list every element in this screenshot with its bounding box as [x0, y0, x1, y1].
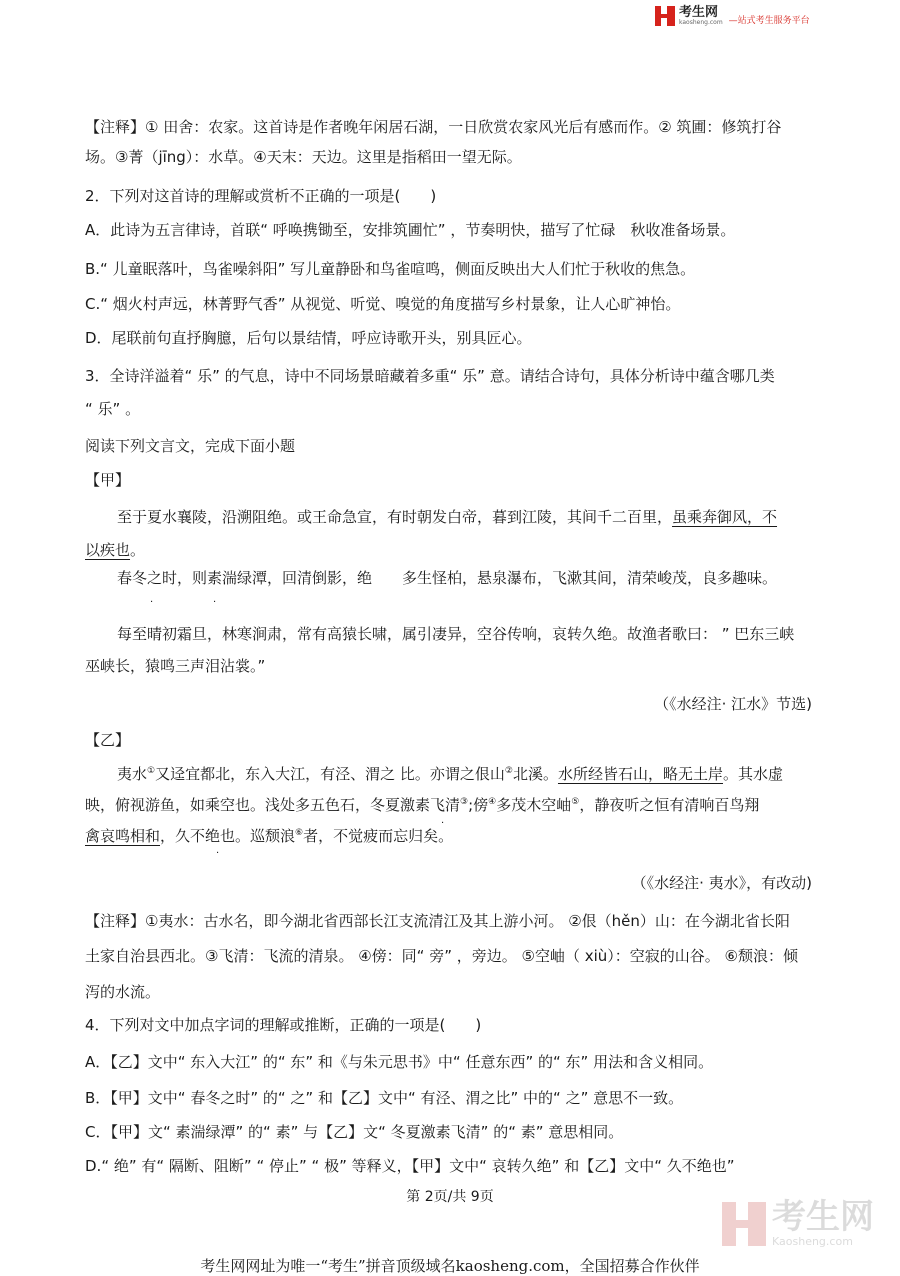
passage-jia-label: 【甲】: [85, 471, 131, 489]
emphasis-dot: ·: [150, 597, 154, 608]
question-3-line-1: 3．全诗洋溢着“ 乐” 的气息，诗中不同场景暗藏着多重“ 乐” 意。请结合诗句，具体分析诗中蕴含哪几类: [85, 367, 775, 385]
question-3-line-2: “ 乐” 。: [85, 400, 141, 418]
yi-note-line-3: 泻的水流。: [85, 983, 161, 1001]
yi-note-line-2: 土家自治县西北。③飞清：飞流的清泉。 ④傍：同“ 旁” ，旁边。 ⑤空岫（ xiù）：空寂的山谷。 ⑥颓浪：倾: [85, 947, 798, 965]
poem-note-line-1: 【注释】① 田舍：农家。这首诗是作者晚年闲居石湖，一日欣赏农家风光后有感而作。② 筑圃：修筑打谷: [85, 118, 782, 136]
question-2-option-b: B.“ 儿童眠落叶，鸟雀噪斜阳” 写儿童静卧和鸟雀喧鸣，侧面反映出大人们忙于秋收的焦急。: [85, 260, 696, 278]
jia-paragraph-1-line-1: 至于夏水襄陵，沿溯阻绝。或王命急宣，有时朝发白帝，暮到江陵，其间千二百里，虽乘奔御风，不: [117, 508, 778, 526]
logo-icon: [655, 6, 675, 26]
yi-line-2: 映，俯视游鱼，如乘空也。浅处多五色石，冬夏激素飞清③;傍④多茂木空岫⑤，静夜听之恒有清响百鸟翔: [85, 796, 760, 814]
yi-note-line-1: 【注释】①夷水：古水名，即今湖北省西部长江支流清江及其上游小河。 ②佷（hěn）山：在今湖北省长阳: [85, 912, 790, 930]
watermark-logo: [722, 1197, 874, 1248]
jia-underlined-phrase-1: 虽乘奔御风，不: [672, 508, 778, 526]
jia-source: （《水经注· 江水》节选): [654, 695, 812, 713]
question-2-option-d: D．尾联前句直抒胸臆，后句以景结情，呼应诗歌开头，别具匠心。: [85, 329, 532, 347]
question-4-option-b: B．【甲】文中“ 春冬之时” 的“ 之” 和【乙】文中“ 有泾、渭之比” 中的“ 之” 意思不一致。: [85, 1089, 684, 1107]
passage-yi-label: 【乙】: [85, 731, 131, 749]
logo-name: 考生网: [679, 5, 719, 20]
emphasis-dot: ·: [216, 848, 220, 859]
reading-instruction: 阅读下列文言文，完成下面小题: [85, 437, 296, 455]
jia-paragraph-3-line-2: 巫峡长，猿鸣三声泪沾裳。”: [85, 657, 266, 675]
question-4-option-d: D.“ 绝” 有“ 隔断、阻断” “ 停止” “ 极” 等释义，【甲】文中“ 哀转久绝” 和【乙】文中“ 久不绝也”: [85, 1157, 735, 1175]
watermark-icon: [722, 1202, 766, 1246]
yi-underlined-phrase-1: 水所经皆石山，略无土岸: [557, 765, 723, 783]
logo-slogan: —站式考生服务平台: [728, 15, 810, 26]
yi-source: （《水经注· 夷水》，有改动): [631, 874, 812, 892]
yi-underlined-phrase-2: 禽哀鸣相和: [85, 827, 161, 845]
question-4-option-c: C．【甲】文“ 素湍绿潭” 的“ 素” 与【乙】文“ 冬夏激素飞清” 的“ 素” 意思相同。: [85, 1123, 624, 1141]
watermark-name: 考生网: [772, 1197, 874, 1237]
jia-paragraph-3-line-1: 每至晴初霜旦，林寒涧肃，常有高猿长啸，属引凄异，空谷传响，哀转久绝。故渔者歌曰： ” 巴东三峡: [117, 625, 795, 643]
jia-paragraph-1-line-2: 以疾也。: [85, 541, 146, 559]
emphasis-dot: ·: [441, 818, 445, 829]
header-logo: [655, 6, 810, 26]
question-2-option-a: A．此诗为五言律诗，首联“ 呼唤携锄至，安排筑圃忙” ，节奏明快，描写了忙碌 秋收准备场景。: [85, 221, 736, 239]
logo-domain: kaosheng.com: [679, 19, 723, 26]
poem-note-line-2: 场。③菁（jīng）：水草。④天末：天边。这里是指稻田一望无际。: [85, 148, 522, 166]
footer-site-notice: 考生网网址为唯一“考生”拼音顶级域名kaosheng.com，全国招募合作伙伴: [200, 1257, 700, 1275]
jia-underlined-phrase-2: 以疾也: [85, 541, 131, 559]
page-number: 第 2页/共 9页: [406, 1189, 494, 1205]
question-2-option-c: C.“ 烟火村声远，林菁野气香” 从视觉、听觉、嗅觉的角度描写乡村景象，让人心旷神怡。: [85, 295, 681, 313]
yi-line-1: 夷水①又迳宜都北，东入大江，有泾、渭之 比。亦谓之佷山②北溪。水所经皆石山，略无土岸。其水虚: [117, 765, 783, 783]
question-4-option-a: A．【乙】文中“ 东入大江” 的“ 东” 和《与朱元思书》中“ 任意东西” 的“ 东” 用法和含义相同。: [85, 1053, 714, 1071]
watermark-domain: Kaosheng.com: [772, 1235, 853, 1248]
jia-paragraph-2: 春冬之时，则素湍绿潭，回清倒影，绝 多生怪柏，悬泉瀑布，飞漱其间，清荣峻茂，良多趣味。: [117, 569, 778, 587]
yi-line-3: 禽哀鸣相和，久不绝也。巡颓浪⑥者，不觉疲而忘归矣。: [85, 827, 454, 845]
question-2-stem: 2．下列对这首诗的理解或赏析不正确的一项是( ): [85, 187, 437, 205]
question-4-stem: 4．下列对文中加点字词的理解或推断，正确的一项是( ): [85, 1016, 482, 1034]
emphasis-dot: ·: [213, 597, 217, 608]
